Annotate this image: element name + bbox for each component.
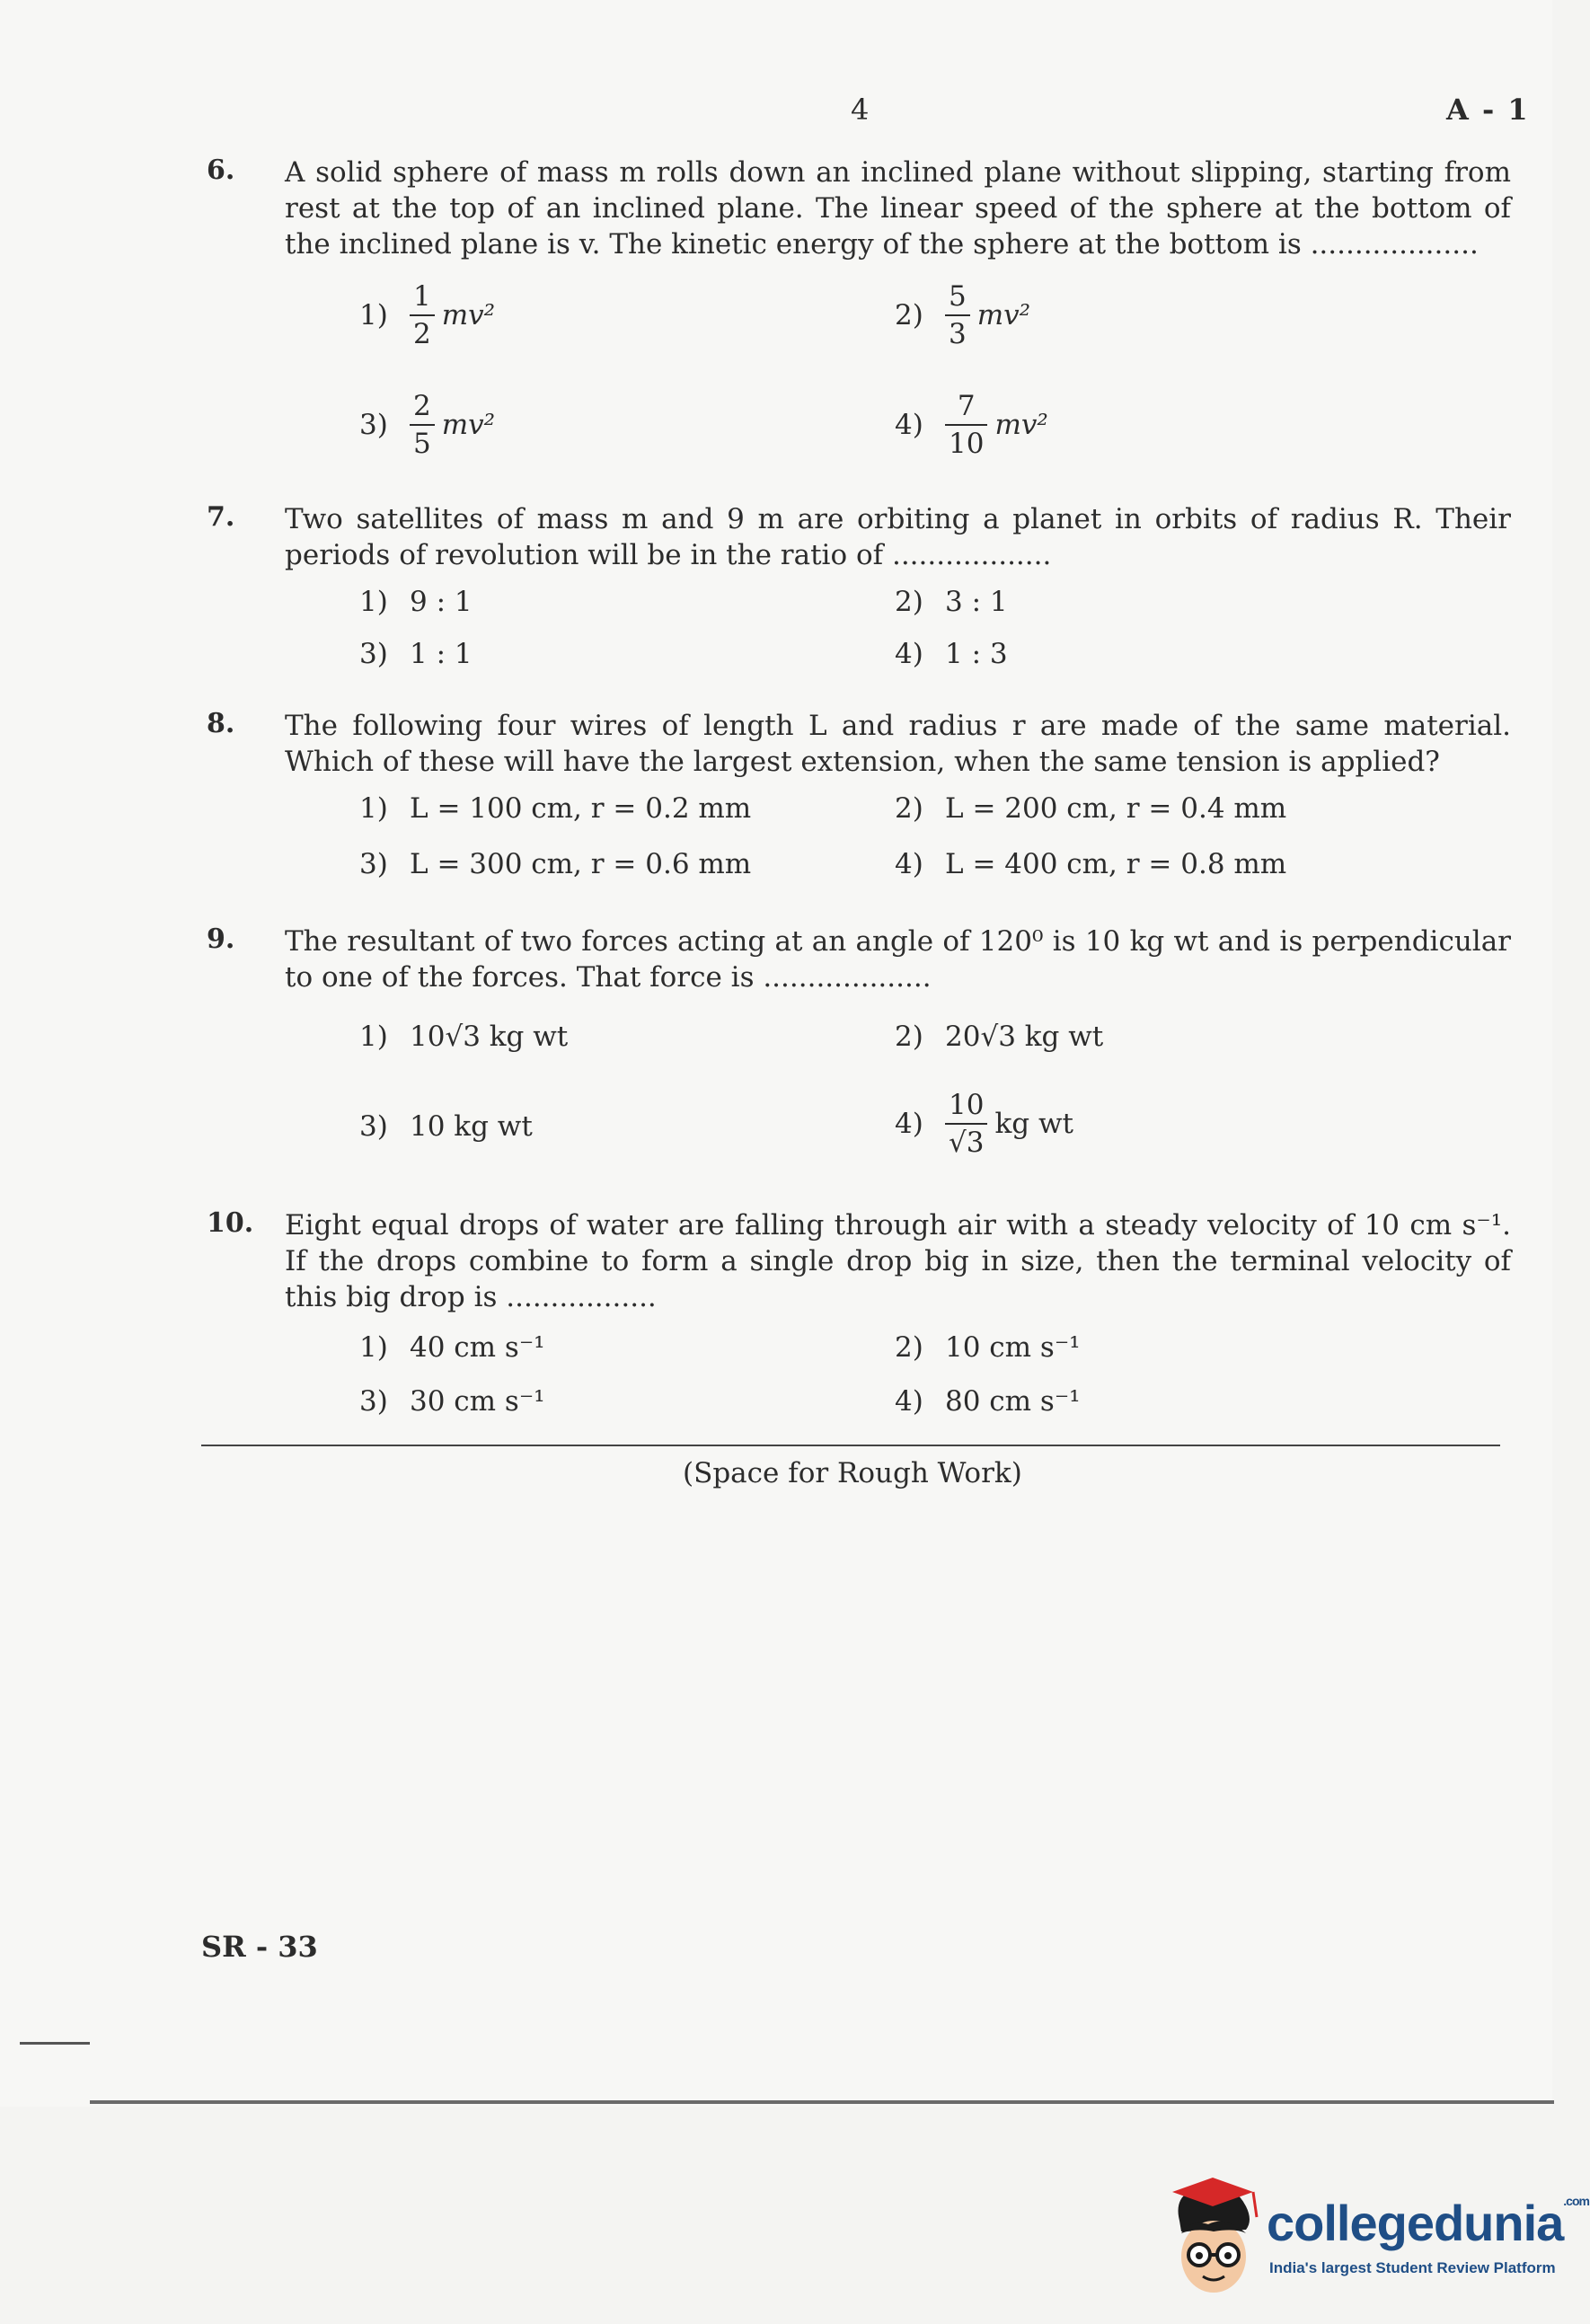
question-number: 8. bbox=[207, 708, 235, 739]
rough-work-label: (Space for Rough Work) bbox=[683, 1457, 1022, 1489]
option-label: 2) bbox=[895, 792, 923, 825]
denominator: 5 bbox=[410, 424, 435, 462]
option-label: 2) bbox=[895, 1331, 923, 1364]
option-value: 10√3 kg wt bbox=[410, 1021, 569, 1053]
question-number: 6. bbox=[207, 155, 235, 186]
question-text: The following four wires of length L and radius r are made of the same material. Which of these will have the largest extension, when the same tension is applied? bbox=[285, 710, 1511, 778]
numerator: 10 bbox=[949, 1089, 985, 1121]
q6-option-3 bbox=[359, 388, 495, 462]
option-value: 10 kg wt bbox=[410, 1110, 533, 1143]
option-label: 3) bbox=[359, 1385, 388, 1418]
q7-option-3 bbox=[359, 638, 473, 670]
fraction bbox=[410, 388, 435, 462]
paper-code: A - 1 bbox=[1446, 93, 1530, 127]
brand-name: collegedunia$^{.com}$ bbox=[1267, 2194, 1589, 2251]
numerator: 7 bbox=[957, 390, 976, 422]
option-label: 2) bbox=[895, 299, 923, 331]
option-label: 4) bbox=[895, 409, 923, 441]
option-label: 4) bbox=[895, 1385, 923, 1418]
q9-option-4 bbox=[895, 1087, 1073, 1161]
option-tail: mv² bbox=[976, 299, 1031, 331]
q10-option-2 bbox=[895, 1331, 1081, 1364]
option-value: 1 : 3 bbox=[945, 638, 1008, 670]
q8-option-4 bbox=[895, 848, 1286, 880]
option-tail: kg wt bbox=[994, 1108, 1073, 1140]
denominator: 10 bbox=[945, 424, 987, 462]
denominator: 3 bbox=[945, 314, 970, 352]
option-label: 3) bbox=[359, 1110, 388, 1143]
q7-option-4 bbox=[895, 638, 1008, 670]
q9-option-3 bbox=[359, 1110, 533, 1143]
option-value: 10 cm s⁻¹ bbox=[945, 1331, 1081, 1364]
q7-option-1 bbox=[359, 586, 473, 618]
collegedunia-logo bbox=[1163, 2174, 1589, 2309]
option-value: L = 400 cm, r = 0.8 mm bbox=[945, 848, 1287, 880]
option-label: 4) bbox=[895, 1108, 923, 1140]
option-value: 30 cm s⁻¹ bbox=[410, 1385, 545, 1418]
option-tail: mv² bbox=[441, 409, 496, 441]
option-label: 1) bbox=[359, 792, 388, 825]
question-number: 10. bbox=[207, 1207, 254, 1239]
option-value: 80 cm s⁻¹ bbox=[945, 1385, 1081, 1418]
fraction bbox=[410, 278, 435, 352]
option-value: L = 200 cm, r = 0.4 mm bbox=[945, 792, 1287, 825]
option-label: 3) bbox=[359, 638, 388, 670]
q8-option-2 bbox=[895, 792, 1286, 825]
option-value: L = 100 cm, r = 0.2 mm bbox=[410, 792, 752, 825]
option-label: 1) bbox=[359, 299, 388, 331]
scan-page-edge bbox=[90, 2100, 1554, 2104]
question-text: A solid sphere of mass m rolls down an inclined plane without slipping, starting from rest at the top of an inclined plane. The linear speed of the sphere at the bottom of the inclined plane is v. The kinetic energy of the sphere at the bottom is ................... bbox=[285, 156, 1511, 261]
option-label: 1) bbox=[359, 1331, 388, 1364]
question-text: Eight equal drops of water are falling through air with a steady velocity of 10 cm s⁻¹. If the drops combine to form a single drop big in size, then the terminal velocity of this big drop is ................. bbox=[285, 1209, 1511, 1313]
option-label: 1) bbox=[359, 586, 388, 618]
footer-code: SR - 33 bbox=[201, 1930, 318, 1964]
q8-option-1 bbox=[359, 792, 751, 825]
option-label: 4) bbox=[895, 848, 923, 880]
q8-option-3 bbox=[359, 848, 751, 880]
option-label: 2) bbox=[895, 586, 923, 618]
numerator: 2 bbox=[413, 390, 431, 422]
fraction bbox=[945, 278, 970, 352]
option-value: 40 cm s⁻¹ bbox=[410, 1331, 545, 1364]
q10-option-4 bbox=[895, 1385, 1081, 1418]
option-value: 3 : 1 bbox=[945, 586, 1008, 618]
option-value: 9 : 1 bbox=[410, 586, 473, 618]
q9-option-2 bbox=[895, 1021, 1103, 1053]
scan-edge-mark bbox=[20, 2042, 90, 2045]
option-label: 2) bbox=[895, 1021, 923, 1053]
q6-option-4 bbox=[895, 388, 1048, 462]
option-tail: mv² bbox=[441, 299, 496, 331]
option-value: L = 300 cm, r = 0.6 mm bbox=[410, 848, 752, 880]
question-number: 9. bbox=[207, 923, 235, 955]
numerator: 1 bbox=[413, 280, 431, 313]
option-label: 3) bbox=[359, 409, 388, 441]
brand-tagline: India's largest Student Review Platform bbox=[1269, 2259, 1556, 2276]
option-label: 3) bbox=[359, 848, 388, 880]
question-text: Two satellites of mass m and 9 m are orbiting a planet in orbits of radius R. Their periods of revolution will be in the ratio of .................. bbox=[285, 503, 1511, 571]
q10-option-1 bbox=[359, 1331, 545, 1364]
q9-option-1 bbox=[359, 1021, 568, 1053]
option-label: 1) bbox=[359, 1021, 388, 1053]
q10-option-3 bbox=[359, 1385, 545, 1418]
q6-option-2 bbox=[895, 278, 1030, 352]
numerator: 5 bbox=[949, 280, 967, 313]
question-number: 7. bbox=[207, 501, 235, 533]
q7-option-2 bbox=[895, 586, 1008, 618]
brand-suffix: .com bbox=[1563, 2194, 1589, 2208]
denominator: √3 bbox=[945, 1123, 987, 1161]
q6-option-1 bbox=[359, 278, 495, 352]
divider-rule bbox=[201, 1445, 1500, 1446]
page-number: 4 bbox=[851, 93, 870, 127]
fraction bbox=[945, 1087, 987, 1161]
mascot-icon bbox=[1163, 2174, 1262, 2309]
option-value: 1 : 1 bbox=[410, 638, 473, 670]
option-value: 20√3 kg wt bbox=[945, 1021, 1104, 1053]
option-tail: mv² bbox=[994, 409, 1048, 441]
fraction bbox=[945, 388, 987, 462]
denominator: 2 bbox=[410, 314, 435, 352]
option-label: 4) bbox=[895, 638, 923, 670]
question-text: The resultant of two forces acting at an angle of 120⁰ is 10 kg wt and is perpendicular to one of the forces. That force is ................... bbox=[285, 925, 1511, 994]
